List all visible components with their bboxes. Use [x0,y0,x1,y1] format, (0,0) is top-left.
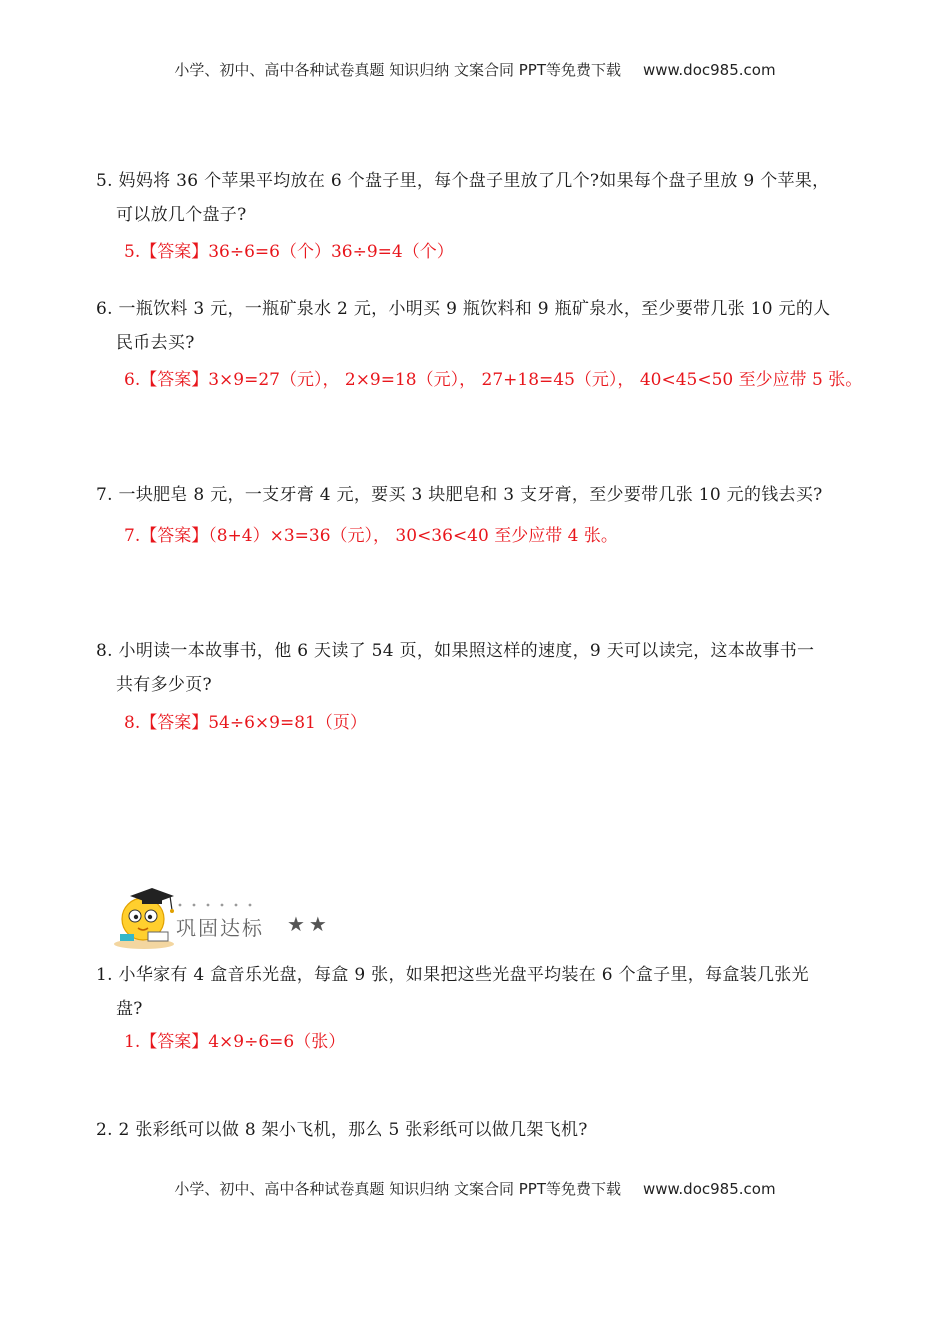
page-footer [0,1178,950,1199]
question-text-cont: 盘? [116,999,143,1019]
question-text-cont: 共有多少页? [116,675,212,695]
practice-question-1 [96,958,866,1026]
section-stars: ★★ [287,912,331,936]
question-text: 1. 小华家有 4 盒音乐光盘，每盒 9 张，如果把这些光盘平均装在 6 个盒子里，每盒装几张光 [96,965,809,985]
question-text: 8. 小明读一本故事书，他 6 天读了 54 页，如果照这样的速度，9 天可以读完，这本故事书一 [96,641,815,661]
answer-5: 5.【答案】36÷6=6（个）36÷9=4（个） [124,242,454,262]
answer-8: 8.【答案】54÷6×9=81（页） [124,713,367,733]
practice-question-2 [96,1113,866,1147]
page-header [0,59,950,80]
question-6 [96,292,866,360]
question-text-cont: 可以放几个盘子? [116,205,247,225]
header-text: 小学、初中、高中各种试卷真题 知识归纳 文案合同 PPT等免费下载 [174,61,621,79]
answer-6: 6.【答案】3×9=27（元）， 2×9=18（元）， 27+18=45（元）， 40<45<50 至少应带 5 张。 [124,370,863,390]
question-text: 6. 一瓶饮料 3 元，一瓶矿泉水 2 元，小明买 9 瓶饮料和 9 瓶矿泉水，至少要带几张 10 元的人 [96,299,831,319]
section-title: 巩固达标 [176,916,264,940]
footer-url: www.doc985.com [642,1180,776,1198]
question-text: 7. 一块肥皂 8 元，一支牙膏 4 元，要买 3 块肥皂和 3 支牙膏，至少要带几张 10 元的钱去买? [96,485,823,505]
question-text: 2. 2 张彩纸可以做 8 架小飞机，那么 5 张彩纸可以做几架飞机? [96,1120,588,1140]
question-5 [96,164,866,232]
question-text-cont: 民币去买? [116,333,195,353]
header-url: www.doc985.com [642,61,776,79]
question-8 [96,634,866,702]
question-7 [96,478,866,512]
footer-text: 小学、初中、高中各种试卷真题 知识归纳 文案合同 PPT等免费下载 [174,1180,621,1198]
answer-7: 7.【答案】（8+4）×3=36（元）， 30<36<40 至少应带 4 张。 [124,526,618,546]
practice-answer-1: 1.【答案】4×9÷6=6（张） [124,1032,346,1052]
question-text: 5. 妈妈将 36 个苹果平均放在 6 个盘子里，每个盘子里放了几个?如果每个盘子里放 9 个苹果， [96,171,830,191]
